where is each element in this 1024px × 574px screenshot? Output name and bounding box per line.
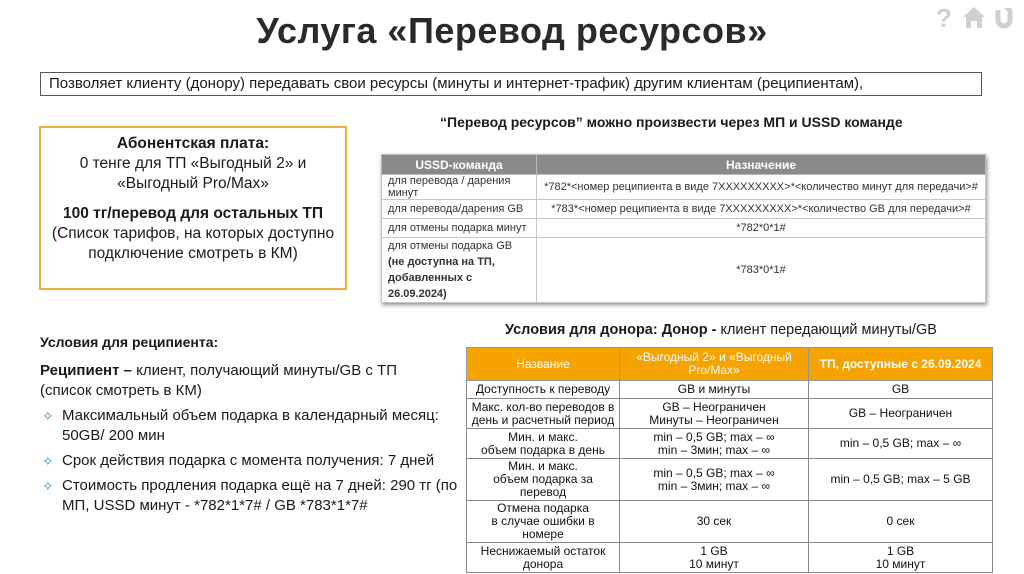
donor-row-tariff-a: 1 GB 10 минут	[620, 543, 809, 573]
ussd-value: *783*<номер реципиента в виде 7XXXXXXXXX>*<количество GB для передачи>#	[537, 200, 986, 219]
donor-table	[466, 347, 993, 573]
donor-row-tariff-b: min – 0,5 GB; max – 5 GB	[809, 459, 993, 501]
donor-row-tariff-b: 1 GB 10 минут	[809, 543, 993, 573]
donor-header-tariff-b: ТП, доступные с 26.09.2024	[809, 348, 993, 381]
table-row	[382, 219, 986, 238]
donor-heading-text: клиент передающий минуты/GB	[716, 322, 937, 338]
list-item	[40, 406, 460, 446]
donor-row-tariff-a: GB и минуты	[620, 381, 809, 399]
ussd-label: для отмены подарка GB	[388, 240, 513, 252]
bullet-icon: ✧	[42, 478, 54, 494]
table-row	[467, 543, 993, 573]
ussd-title: “Перевод ресурсов” можно произвести через МП и USSD команде	[440, 114, 903, 130]
donor-body	[467, 381, 993, 573]
table-row	[467, 399, 993, 429]
page-title: Услуга «Перевод ресурсов»	[256, 10, 768, 51]
table-row	[467, 381, 993, 399]
ussd-value: *783*0*1#	[537, 238, 986, 303]
intro-text: Позволяет клиенту (донору) передавать свои ресурсы (минуты и интернет-трафик) другим клиентам (реципиентам),	[40, 72, 982, 96]
recipient-heading: Условия для реципиента:	[40, 334, 219, 350]
table-row	[382, 200, 986, 219]
table-row	[467, 501, 993, 543]
nav-icons	[932, 2, 1016, 32]
ussd-label-note: (не доступна на ТП, добавленных с 26.09.2024)	[388, 256, 495, 300]
donor-row-label: Отмена подарка в случае ошибки в номере	[467, 501, 620, 543]
donor-header-tariff-a: «Выгодный 2» и «Выгодный Pro/Max»	[620, 348, 809, 381]
fee-line-2: 100 тг/перевод для остальных ТП	[63, 205, 323, 222]
recipient-list	[40, 406, 460, 521]
svg-text:?: ?	[936, 3, 952, 32]
table-row	[467, 459, 993, 501]
list-item	[40, 476, 460, 516]
donor-row-tariff-a: GB – Неограничен Минуты – Неограничен	[620, 399, 809, 429]
donor-heading-bold: Условия для донора: Донор -	[505, 322, 717, 338]
donor-header-name: Название	[467, 348, 620, 381]
fee-heading: Абонентская плата:	[116, 135, 270, 152]
donor-row-label: Макс. кол-во переводов в день и расчетный период	[467, 399, 620, 429]
bullet-icon: ✧	[42, 408, 54, 424]
table-row	[382, 175, 986, 200]
fee-line-3: (Список тарифов, на которых доступно подключение смотреть в КМ)	[51, 225, 335, 262]
donor-row-tariff-b: min – 0,5 GB; max – ∞	[809, 429, 993, 459]
donor-row-label: Доступность к переводу	[467, 381, 620, 399]
bullet-icon: ✧	[42, 453, 54, 469]
donor-heading	[505, 322, 937, 338]
donor-row-label: Мин. и макс. объем подарка в день	[467, 429, 620, 459]
donor-row-tariff-a: min – 0,5 GB; max – ∞ min – 3мин; max – ∞	[620, 459, 809, 501]
table-row	[382, 238, 986, 303]
recipient-def-term: Реципиент –	[40, 362, 132, 379]
donor-row-tariff-a: min – 0,5 GB; max – ∞ min – 3мин; max – ∞	[620, 429, 809, 459]
list-item-text: Срок действия подарка с момента получения: 7 дней	[62, 452, 435, 469]
table-row	[467, 429, 993, 459]
donor-row-tariff-b: GB – Неограничен	[809, 399, 993, 429]
ussd-label: для отмены подарка минут	[382, 219, 537, 238]
donor-row-label: Мин. и макс. объем подарка за перевод	[467, 459, 620, 501]
list-item-text: Максимальный объем подарка в календарный месяц: 50GB/ 200 мин	[62, 407, 439, 444]
ussd-label-cell	[382, 238, 537, 303]
list-item	[40, 451, 460, 471]
donor-row-tariff-a: 30 сек	[620, 501, 809, 543]
back-icon[interactable]	[992, 2, 1016, 32]
help-icon[interactable]	[932, 2, 956, 32]
ussd-value: *782*0*1#	[537, 219, 986, 238]
list-item-text: Стоимость продления подарка ещё на 7 дней: 290 тг (по МП, USSD минут - *782*1*7# / GB *783*1*7#	[62, 477, 458, 514]
ussd-header-purpose: Назначение	[537, 155, 986, 175]
home-icon[interactable]	[960, 2, 988, 32]
donor-row-tariff-b: 0 сек	[809, 501, 993, 543]
donor-row-tariff-b: GB	[809, 381, 993, 399]
donor-row-label: Неснижаемый остаток донора	[467, 543, 620, 573]
ussd-label: для перевода / дарения минут	[382, 175, 537, 200]
recipient-def-text: клиент, получающий минуты/GB с ТП (список смотреть в КМ)	[40, 362, 397, 399]
ussd-label: для перевода/дарения GB	[382, 200, 537, 219]
ussd-table	[381, 154, 986, 303]
recipient-definition	[40, 361, 440, 401]
fee-box	[39, 126, 347, 290]
ussd-header-command: USSD-команда	[382, 155, 537, 175]
ussd-value: *782*<номер реципиента в виде 7XXXXXXXXX>*<количество минут для передачи>#	[537, 175, 986, 200]
fee-line-1: 0 тенге для ТП «Выгодный 2» и «Выгодный Pro/Max»	[79, 155, 307, 192]
